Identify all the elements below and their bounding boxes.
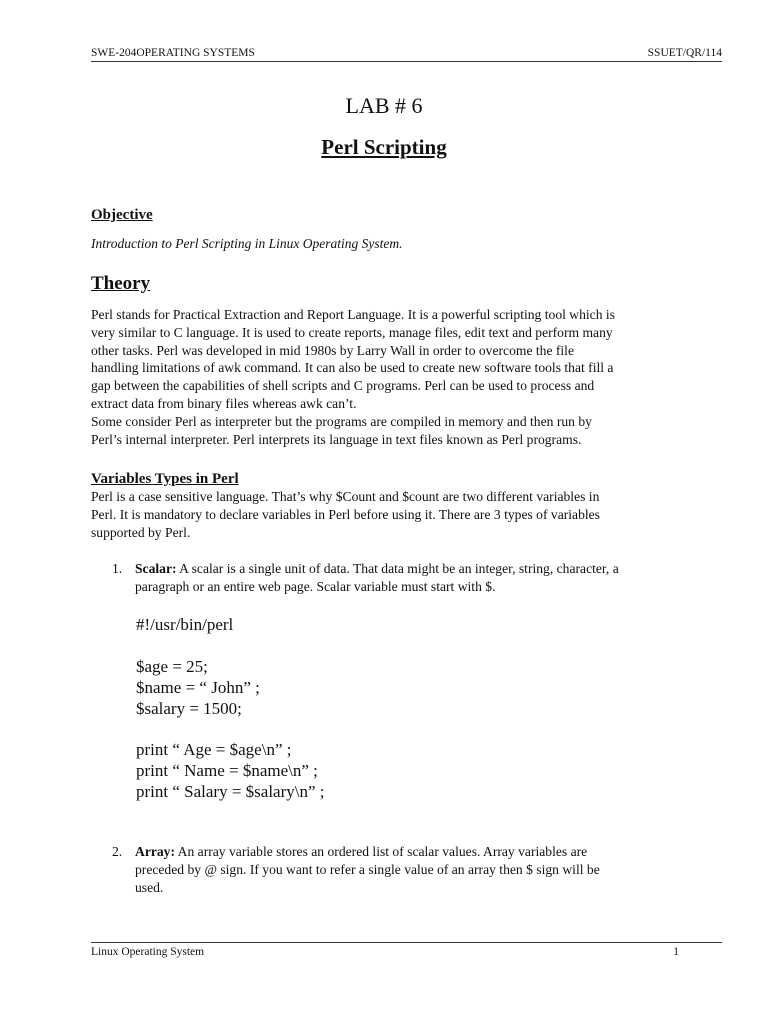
theory-paragraph bbox=[91, 306, 727, 448]
footer-rule bbox=[91, 942, 722, 943]
page-title: Perl Scripting bbox=[321, 135, 447, 159]
code-line-print-salary: print “ Salary = $salary\n” ; bbox=[136, 782, 325, 801]
list-text: An array variable stores an ordered list of scalar values. Array variables are bbox=[175, 844, 588, 859]
list-text: A scalar is a single unit of data. That data might be an integer, string, character, a bbox=[176, 561, 619, 576]
variables-line: supported by Perl. bbox=[91, 524, 191, 540]
list-number: 2. bbox=[112, 844, 123, 859]
code-line-salary: $salary = 1500; bbox=[136, 699, 242, 718]
variables-paragraph bbox=[91, 488, 727, 541]
variables-heading: Variables Types in Perl bbox=[91, 471, 239, 487]
header-code: SSUET/QR/114 bbox=[647, 47, 722, 59]
theory-line: Perl stands for Practical Extraction and Report Language. It is a powerful scripting tool which is bbox=[91, 307, 615, 322]
page-footer bbox=[91, 945, 722, 961]
code-line-print-age: print “ Age = $age\n” ; bbox=[136, 740, 292, 759]
list-item-array bbox=[112, 843, 712, 899]
theory-line: Some consider Perl as interpreter but the programs are compiled in memory and then run by bbox=[91, 413, 592, 429]
objective-text: Introduction to Perl Scripting in Linux Operating System. bbox=[91, 236, 403, 251]
list-text: preceded by @ sign. If you want to refer a single value of an array then $ sign will be bbox=[135, 861, 600, 877]
list-text: used. bbox=[135, 879, 164, 895]
variables-line: Perl is a case sensitive language. That’s why $Count and $count are two different variables in bbox=[91, 489, 600, 504]
theory-line: handling limitations of awk command. It can also be used to create new software tools that fill a bbox=[91, 360, 614, 376]
header-rule bbox=[91, 61, 722, 62]
lab-title: LAB # 6 bbox=[345, 93, 423, 118]
list-item-scalar bbox=[112, 560, 712, 600]
theory-line: other tasks. Perl was developed in mid 1980s by Larry Wall in order to overcome the file bbox=[91, 342, 574, 358]
term-scalar: Scalar: bbox=[135, 561, 177, 576]
page-number: 1 bbox=[673, 946, 679, 958]
theory-heading: Theory bbox=[91, 273, 151, 294]
theory-line: gap between the capabilities of shell scripts and C programs. Perl can be used to process and bbox=[91, 378, 595, 394]
list-text: paragraph or an entire web page. Scalar variable must start with $. bbox=[135, 578, 496, 594]
footer-title: Linux Operating System bbox=[91, 946, 205, 958]
code-line-print-name: print “ Name = $name\n” ; bbox=[136, 761, 318, 780]
variables-line: Perl. It is mandatory to declare variables in Perl before using it. There are 3 types of variables bbox=[91, 506, 600, 522]
theory-line: very similar to C language. It is used to create reports, manage files, edit text and perform many bbox=[91, 324, 613, 340]
theory-line: extract data from binary files whereas awk can’t. bbox=[91, 395, 357, 411]
term-array: Array: bbox=[135, 844, 176, 859]
list-body bbox=[135, 560, 705, 596]
code-line-age: $age = 25; bbox=[136, 657, 208, 676]
objective-heading: Objective bbox=[91, 207, 153, 223]
code-line-shebang: #!/usr/bin/perl bbox=[136, 615, 234, 634]
page-header bbox=[91, 46, 722, 62]
list-body bbox=[135, 843, 705, 896]
list-number: 1. bbox=[112, 561, 123, 576]
header-course: SWE-204OPERATING SYSTEMS bbox=[91, 47, 255, 59]
code-line-name: $name = “ John” ; bbox=[136, 678, 260, 697]
theory-line: Perl’s internal interpreter. Perl interprets its language in text files known as Perl programs. bbox=[91, 431, 582, 447]
